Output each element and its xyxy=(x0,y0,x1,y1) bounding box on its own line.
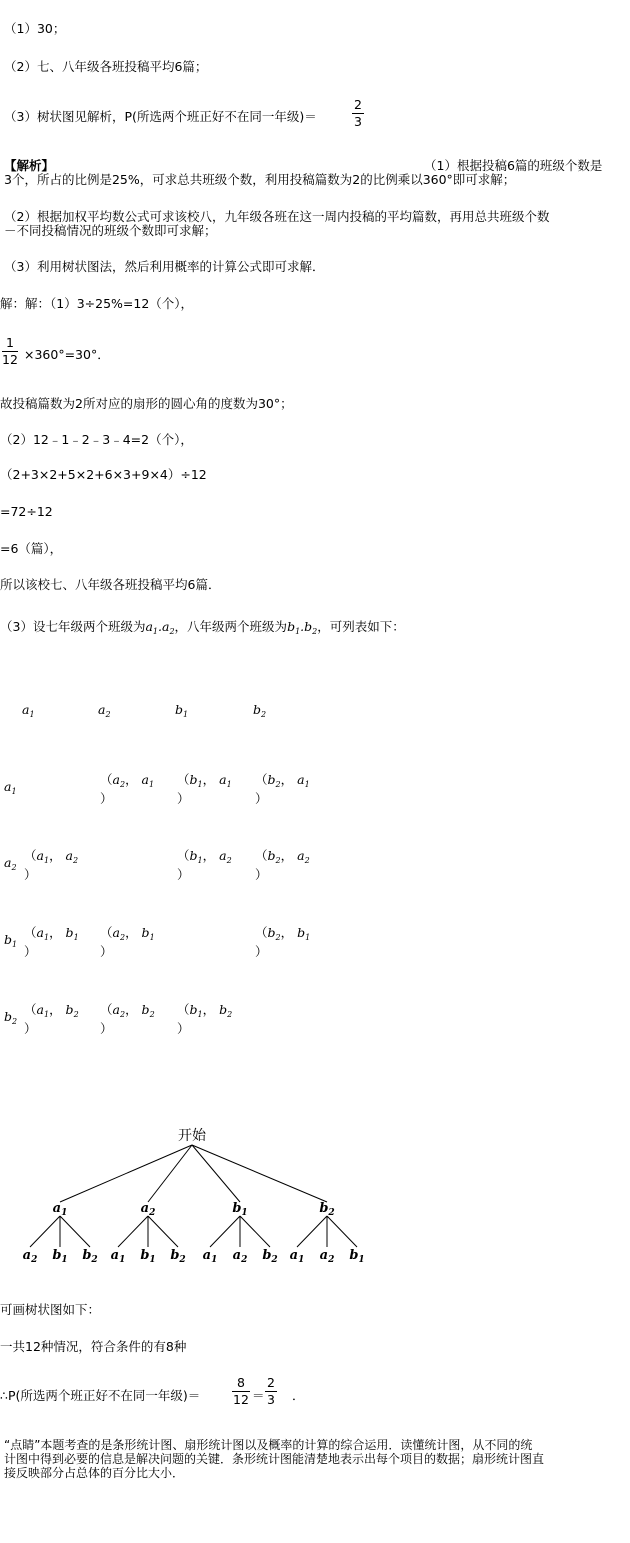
tree-branch xyxy=(60,1216,90,1247)
fraction-numerator: 1 xyxy=(6,335,14,350)
conclusion-1: 可画树状图如下： xyxy=(0,1302,101,1317)
tree-branch xyxy=(192,1145,240,1202)
analysis-heading: 【解析】 xyxy=(4,158,55,173)
solution-step-9-c: ，可列表如下： xyxy=(317,619,405,634)
answer-3-fraction xyxy=(352,98,364,129)
var-a1-inline: $a_1.a_2$ xyxy=(145,619,175,636)
table-row-label-b2: $b_2$ xyxy=(4,1009,18,1026)
analysis-p3: （3）利用树状图法，然后利用概率的计算公式即可求解． xyxy=(4,259,325,274)
fraction-numerator: 8 xyxy=(237,1375,245,1390)
conclusion-2: 一共12种情况，符合条件的有8种 xyxy=(0,1339,187,1354)
analysis-p2-line1: （2）根据加权平均数公式可求该校八，九年级各班在这一周内投稿的平均篇数，再用总共班级个数 xyxy=(4,209,550,224)
tree-root-label: 开始 xyxy=(178,1128,206,1144)
fraction-numerator: 2 xyxy=(267,1375,275,1390)
tree-branch xyxy=(60,1145,192,1202)
comment-line-2: 计图中得到必要的信息是解决问题的关键．条形统计图能清楚地表示出每个项目的数据；扇形统计图直 xyxy=(4,1452,545,1466)
table-cell: （$a_2$， $a_1$ ） xyxy=(100,772,155,806)
tree-branch xyxy=(118,1216,148,1247)
solution-step-1: 解：解：（1）3÷25%=12（个）， xyxy=(0,296,194,311)
table-cell: （$b_1$， $a_2$ ） xyxy=(177,848,232,882)
solution-step-7: =6（篇）， xyxy=(0,541,63,556)
table-cell: （$a_2$， $b_2$ ） xyxy=(100,1002,155,1036)
tree-leaf-a2: $a_2$ xyxy=(232,1248,248,1265)
tree-node-a2: $a_2$ xyxy=(140,1201,156,1218)
tree-branch xyxy=(148,1216,178,1247)
table-header-b1: $b_1$ xyxy=(175,702,189,719)
solution-step-9 xyxy=(0,620,405,639)
comment-line-1: “点睛”本题考查的是条形统计图、扇形统计图以及概率的计算的综合运用．读懂统计图，从不同的统 xyxy=(4,1438,533,1452)
tree-leaf-a2: $a_2$ xyxy=(22,1248,38,1265)
fraction-denominator: 3 xyxy=(354,114,362,129)
tree-branch xyxy=(327,1216,357,1247)
table-header-a1: $a_1$ xyxy=(22,702,35,719)
tree-node-a1: $a_1$ xyxy=(52,1201,68,1218)
table-cell: （$a_2$， $b_1$ ） xyxy=(100,925,155,959)
tree-leaf-b2: $b_2$ xyxy=(82,1248,98,1265)
conclusion-3-text: ∴P(所选两个班正好不在同一年级)＝ xyxy=(0,1388,201,1403)
table-header-a2: $a_2$ xyxy=(98,702,111,719)
conclusion-equals: ＝ xyxy=(252,1388,265,1403)
table-header-b2: $b_2$ xyxy=(253,702,267,719)
tree-leaf-b1: $b_1$ xyxy=(52,1248,68,1265)
solution-step-6: =72÷12 xyxy=(0,504,53,519)
table-cell: （$b_1$， $b_2$ ） xyxy=(177,1002,233,1036)
fraction-denominator: 12 xyxy=(233,1392,249,1407)
solution-step-2: ×360°=30°． xyxy=(24,347,110,362)
analysis-p1-right: （1）根据投稿6篇的班级个数是 xyxy=(424,158,603,173)
solution-fraction-1-12 xyxy=(2,336,18,367)
tree-branch xyxy=(192,1145,327,1202)
analysis-p1-line2: 3个，所占的比例是25%，可求总共班级个数，利用投稿篇数为2的比例乘以360°即可求解； xyxy=(4,172,516,187)
solution-step-4: （2）12﹣1﹣2﹣3﹣4=2（个）， xyxy=(0,432,193,447)
table-cell: （$a_1$， $a_2$ ） xyxy=(24,848,79,882)
table-row-label-a2: $a_2$ xyxy=(4,855,17,872)
table-row-label-a1: $a_1$ xyxy=(4,779,17,796)
tree-branch xyxy=(240,1216,270,1247)
conclusion-period: ． xyxy=(292,1388,305,1403)
tree-leaf-b2: $b_2$ xyxy=(170,1248,186,1265)
conclusion-fraction-2-3 xyxy=(265,1376,277,1407)
answer-1: （1）30； xyxy=(4,21,66,36)
fraction-numerator: 2 xyxy=(354,97,362,112)
tree-branch xyxy=(210,1216,240,1247)
tree-node-b2: $b_2$ xyxy=(319,1201,335,1218)
tree-leaf-a1: $a_1$ xyxy=(289,1248,305,1265)
table-cell: （$a_1$， $b_1$ ） xyxy=(24,925,79,959)
tree-leaf-a1: $a_1$ xyxy=(110,1248,126,1265)
tree-leaf-b1: $b_1$ xyxy=(349,1248,365,1265)
tree-leaf-b1: $b_1$ xyxy=(140,1248,156,1265)
tree-diagram xyxy=(0,1124,400,1274)
tree-branch xyxy=(297,1216,327,1247)
tree-leaf-a1: $a_1$ xyxy=(202,1248,218,1265)
solution-step-3: 故投稿篇数为2所对应的扇形的圆心角的度数为30°； xyxy=(0,396,293,411)
table-cell: （$b_2$， $a_2$ ） xyxy=(255,848,310,882)
tree-branch xyxy=(148,1145,192,1202)
table-cell: （$b_2$， $a_1$ ） xyxy=(255,772,310,806)
tree-branch xyxy=(30,1216,60,1247)
fraction-denominator: 12 xyxy=(2,352,18,367)
solution-step-8: 所以该校七、八年级各班投稿平均6篇． xyxy=(0,577,221,592)
table-row-label-b1: $b_1$ xyxy=(4,932,18,949)
conclusion-fraction-8-12 xyxy=(232,1376,250,1407)
answer-2: （2）七、八年级各班投稿平均6篇； xyxy=(4,59,208,74)
table-cell: （$b_2$， $b_1$ ） xyxy=(255,925,311,959)
tree-node-b1: $b_1$ xyxy=(232,1201,248,1218)
table-cell: （$a_1$， $b_2$ ） xyxy=(24,1002,79,1036)
comment-line-3: 接反映部分占总体的百分比大小． xyxy=(4,1466,185,1480)
answer-3-text: （3）树状图见解析，P(所选两个班正好不在同一年级)＝ xyxy=(4,109,317,124)
tree-leaf-b2: $b_2$ xyxy=(262,1248,278,1265)
solution-step-9-a: （3）设七年级两个班级为 xyxy=(0,619,146,634)
solution-step-9-b: ，八年级两个班级为 xyxy=(174,619,288,634)
table-cell: （$b_1$， $a_1$ ） xyxy=(177,772,232,806)
var-b1-inline: $b_1.b_2$ xyxy=(287,619,318,636)
solution-step-5: （2+3×2+5×2+6×3+9×4）÷12 xyxy=(0,467,207,482)
analysis-p2-line2: －不同投稿情况的班级个数即可求解； xyxy=(4,223,217,238)
fraction-denominator: 3 xyxy=(267,1392,275,1407)
tree-leaf-a2: $a_2$ xyxy=(319,1248,335,1265)
